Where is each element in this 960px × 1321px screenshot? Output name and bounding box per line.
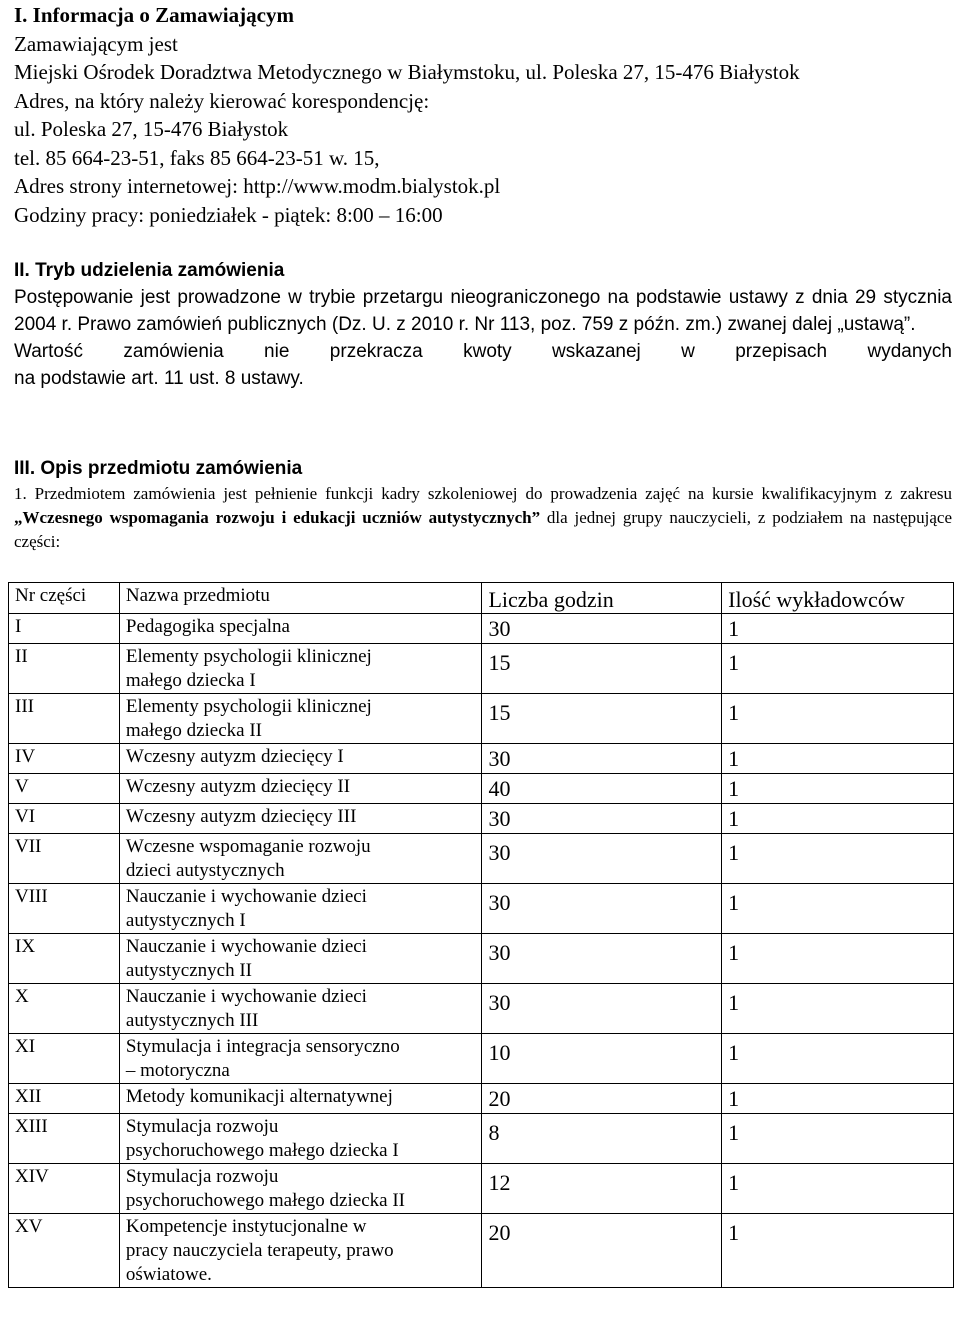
lecturers-cell: 1 bbox=[722, 1164, 954, 1214]
lecturers-cell: 1 bbox=[722, 694, 954, 744]
section-heading: II. Tryb udzielenia zamówienia bbox=[14, 260, 285, 281]
part-number-cell: XIV bbox=[9, 1164, 120, 1214]
table-row bbox=[9, 1164, 954, 1214]
part-number-cell: XI bbox=[9, 1034, 120, 1084]
subject-name-line: Stymulacja rozwoju bbox=[125, 1116, 279, 1137]
subject-name-line: psychoruchowego małego dziecka II bbox=[125, 1190, 405, 1211]
part-number-cell: II bbox=[9, 644, 120, 694]
text-line: Miejski Ośrodek Doradztwa Metodycznego w Białymstoku, ul. Poleska 27, 15-476 Białystok bbox=[14, 60, 800, 84]
table-row bbox=[9, 1114, 954, 1164]
subject-name-line: – motoryczna bbox=[125, 1060, 230, 1081]
header-cell: Nr części bbox=[9, 583, 120, 614]
subject-name-line: autystycznych II bbox=[125, 960, 252, 981]
subject-name-line: Wczesny autyzm dziecięcy III bbox=[125, 806, 357, 827]
hours-cell: 30 bbox=[482, 804, 722, 834]
subject-name-cell bbox=[119, 1084, 482, 1114]
subject-name-line: autystycznych I bbox=[125, 910, 246, 931]
subject-name-cell bbox=[119, 834, 482, 884]
section-contracting-authority bbox=[14, 1, 954, 229]
subject-name-line: Wczesny autyzm dziecięcy II bbox=[125, 776, 351, 797]
lecturers-cell: 1 bbox=[722, 1114, 954, 1164]
procedure-paragraph: Postępowanie jest prowadzone w trybie przetargu nieograniczonego na podstawie ustawy z dnia 29 stycznia 2004 r. Prawo zamówień publicznych (Dz. U. z 2010 r. Nr 113, poz. 759 z późn. zm.) zwanej dalej „ustawą”. bbox=[14, 287, 952, 335]
header-cell: Liczba godzin bbox=[482, 583, 722, 614]
hours-cell: 15 bbox=[482, 644, 722, 694]
table-row bbox=[9, 694, 954, 744]
text-line: Godziny pracy: poniedziałek - piątek: 8:00 – 16:00 bbox=[14, 202, 443, 227]
lecturers-cell: 1 bbox=[722, 614, 954, 644]
subject-name-line: pracy nauczyciela terapeuty, prawo bbox=[125, 1240, 394, 1261]
section-heading: I. Informacja o Zamawiającym bbox=[14, 3, 294, 27]
table-row bbox=[9, 744, 954, 774]
part-number-cell: III bbox=[9, 694, 120, 744]
lecturers-cell: 1 bbox=[722, 1214, 954, 1288]
subject-name-cell bbox=[119, 694, 482, 744]
subject-name-cell bbox=[119, 934, 482, 984]
hours-cell: 10 bbox=[482, 1034, 722, 1084]
subject-name-line: Stymulacja rozwoju bbox=[125, 1166, 279, 1187]
subject-name-line: psychoruchowego małego dziecka I bbox=[125, 1140, 399, 1161]
part-number-cell: VII bbox=[9, 834, 120, 884]
subject-name-cell bbox=[119, 614, 482, 644]
hours-cell: 15 bbox=[482, 694, 722, 744]
subject-name-line: małego dziecka I bbox=[125, 670, 256, 691]
table-row bbox=[9, 644, 954, 694]
hours-cell: 30 bbox=[482, 744, 722, 774]
subject-name-cell bbox=[119, 804, 482, 834]
subject-name-line: oświatowe. bbox=[125, 1264, 212, 1285]
lecturers-cell: 1 bbox=[722, 884, 954, 934]
subject-name-cell bbox=[119, 1164, 482, 1214]
hours-cell: 20 bbox=[482, 1084, 722, 1114]
header-cell: Nazwa przedmiotu bbox=[119, 583, 482, 614]
table-header-row bbox=[9, 583, 954, 614]
subject-name-line: Pedagogika specjalna bbox=[125, 616, 290, 637]
part-number-cell: XII bbox=[9, 1084, 120, 1114]
hours-cell: 40 bbox=[482, 774, 722, 804]
lecturers-cell: 1 bbox=[722, 644, 954, 694]
subject-name-line: Wczesny autyzm dziecięcy I bbox=[125, 746, 344, 767]
hours-cell: 30 bbox=[482, 934, 722, 984]
table-row bbox=[9, 984, 954, 1034]
value-paragraph-line: Wartość zamówienia nie przekracza kwoty wskazanej w przepisach wydanych bbox=[14, 341, 952, 362]
subject-name-line: Nauczanie i wychowanie dzieci bbox=[125, 886, 367, 907]
lecturers-cell: 1 bbox=[722, 934, 954, 984]
subject-name-line: Elementy psychologii klinicznej bbox=[125, 646, 372, 667]
subject-paragraph bbox=[14, 482, 952, 554]
subject-name-cell bbox=[119, 1214, 482, 1288]
lecturers-cell: 1 bbox=[722, 834, 954, 884]
part-number-cell: XV bbox=[9, 1214, 120, 1288]
lecturers-cell: 1 bbox=[722, 774, 954, 804]
text-line: ul. Poleska 27, 15-476 Białystok bbox=[14, 117, 289, 141]
subject-name-line: autystycznych III bbox=[125, 1010, 259, 1031]
subject-name-line: dzieci autystycznych bbox=[125, 860, 285, 881]
hours-cell: 8 bbox=[482, 1114, 722, 1164]
header-cell: Ilość wykładowców bbox=[722, 583, 954, 614]
section-heading: III. Opis przedmiotu zamówienia bbox=[14, 458, 303, 479]
subject-name-cell bbox=[119, 744, 482, 774]
lecturers-cell: 1 bbox=[722, 1034, 954, 1084]
subject-name-cell bbox=[119, 984, 482, 1034]
text-line: Adres, na który należy kierować korespondencję: bbox=[14, 88, 430, 113]
subject-name-cell bbox=[119, 1114, 482, 1164]
subject-name-cell bbox=[119, 644, 482, 694]
lecturers-cell: 1 bbox=[722, 744, 954, 774]
table-row bbox=[9, 804, 954, 834]
parts-table bbox=[8, 582, 954, 1288]
subject-name-line: Wczesne wspomaganie rozwoju bbox=[125, 836, 371, 857]
value-paragraph-line: na podstawie art. 11 ust. 8 ustawy. bbox=[14, 368, 304, 389]
part-number-cell: V bbox=[9, 774, 120, 804]
table-row bbox=[9, 1084, 954, 1114]
text-line: tel. 85 664-23-51, faks 85 664-23-51 w. 15, bbox=[14, 145, 380, 170]
section-subject bbox=[14, 455, 952, 554]
subject-name-line: Nauczanie i wychowanie dzieci bbox=[125, 986, 367, 1007]
subject-text: dla jednej grupy nauczycieli, z podziałem na następujące części: bbox=[14, 508, 952, 551]
hours-cell: 30 bbox=[482, 884, 722, 934]
table-row bbox=[9, 834, 954, 884]
text-line: Zamawiającym jest bbox=[14, 31, 178, 56]
lecturers-cell: 1 bbox=[722, 1084, 954, 1114]
table-row bbox=[9, 934, 954, 984]
hours-cell: 30 bbox=[482, 834, 722, 884]
part-number-cell: VI bbox=[9, 804, 120, 834]
table-row bbox=[9, 884, 954, 934]
part-number-cell: VIII bbox=[9, 884, 120, 934]
subject-name-line: Kompetencje instytucjonalne w bbox=[125, 1216, 367, 1237]
part-number-cell: IX bbox=[9, 934, 120, 984]
part-number-cell: I bbox=[9, 614, 120, 644]
table-row bbox=[9, 1214, 954, 1288]
table-row bbox=[9, 614, 954, 644]
subject-text: 1. Przedmiotem zamówienia jest pełnienie funkcji kadry szkoleniowej do prowadzenia zajęć na kursie kwalifikacyjnym z zakresu bbox=[14, 484, 952, 503]
subject-name-line: Metody komunikacji alternatywnej bbox=[125, 1086, 393, 1107]
part-number-cell: XIII bbox=[9, 1114, 120, 1164]
hours-cell: 12 bbox=[482, 1164, 722, 1214]
course-name: „Wczesnego wspomagania rozwoju i edukacji uczniów autystycznych” bbox=[14, 508, 541, 527]
hours-cell: 20 bbox=[482, 1214, 722, 1288]
text-line: Adres strony internetowej: http://www.modm.bialystok.pl bbox=[14, 174, 501, 198]
subject-name-line: Stymulacja i integracja sensoryczno bbox=[125, 1036, 400, 1057]
part-number-cell: IV bbox=[9, 744, 120, 774]
subject-name-line: Elementy psychologii klinicznej bbox=[125, 696, 372, 717]
lecturers-cell: 1 bbox=[722, 804, 954, 834]
section-procedure bbox=[14, 257, 952, 392]
subject-name-cell bbox=[119, 774, 482, 804]
subject-name-line: Nauczanie i wychowanie dzieci bbox=[125, 936, 367, 957]
subject-name-line: małego dziecka II bbox=[125, 720, 262, 741]
lecturers-cell: 1 bbox=[722, 984, 954, 1034]
subject-name-cell bbox=[119, 1034, 482, 1084]
subject-name-cell bbox=[119, 884, 482, 934]
table-row bbox=[9, 774, 954, 804]
table-row bbox=[9, 1034, 954, 1084]
hours-cell: 30 bbox=[482, 614, 722, 644]
hours-cell: 30 bbox=[482, 984, 722, 1034]
part-number-cell: X bbox=[9, 984, 120, 1034]
